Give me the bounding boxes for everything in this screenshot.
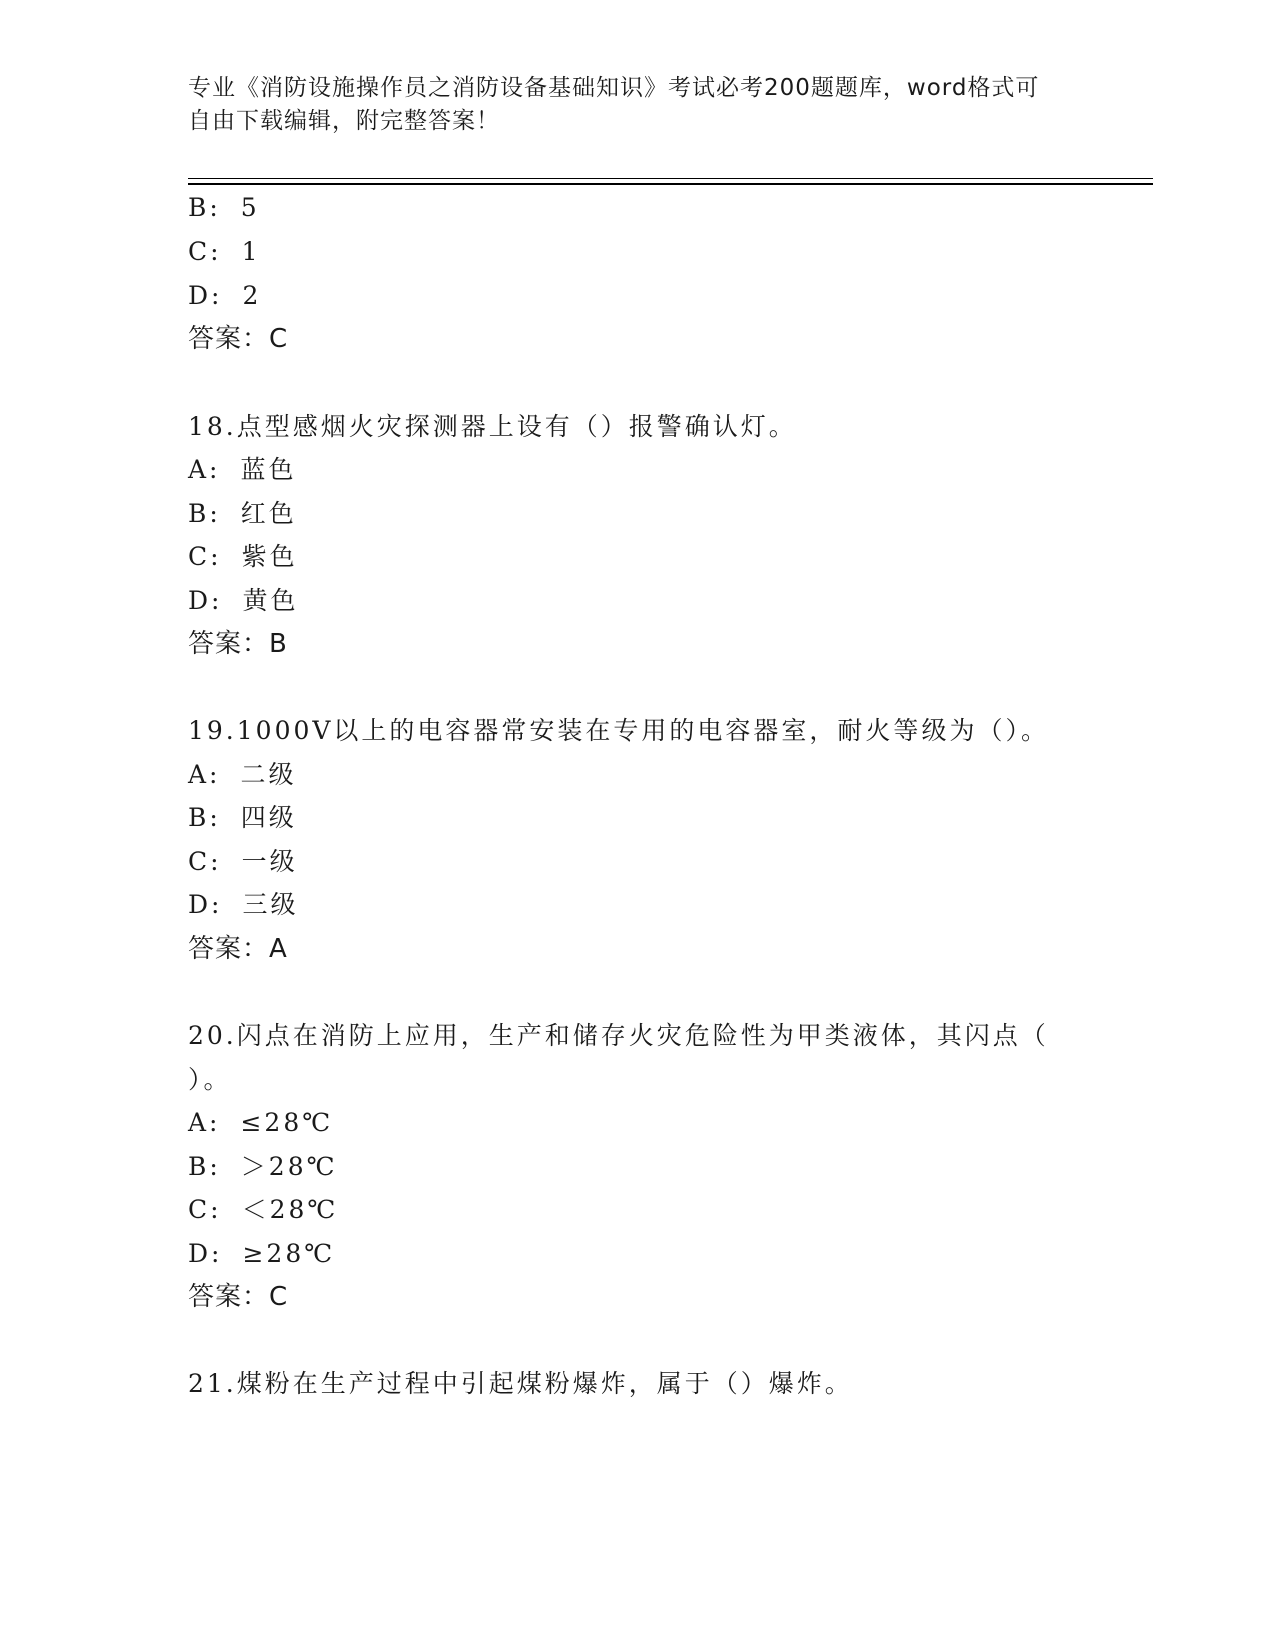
q19-option-c: C: 一级 [188,847,298,876]
q19-answer: 答案：A [188,934,288,964]
q18-option-b: B: 红色 [188,499,297,528]
q19-question: 19.1000V以上的电容器常安装在专用的电容器室，耐火等级为（）。 [188,716,1049,745]
q18-question: 18.点型感烟火灾探测器上设有（）报警确认灯。 [188,412,797,441]
document-header [188,72,1068,138]
q19-option-d: D: 三级 [188,890,299,919]
header-title-line-1: 专业《消防设施操作员之消防设备基础知识》考试必考200题题库，word格式可 [188,75,1040,101]
q21-question: 21.煤粉在生产过程中引起煤粉爆炸，属于（）爆炸。 [188,1369,853,1398]
q18-answer: 答案：B [188,629,288,659]
q20-option-a: A: ≤28℃ [188,1108,334,1137]
q18-option-c: C: 紫色 [188,542,298,571]
header-divider-thick [188,183,1153,185]
q20-question-line-1: 20.闪点在消防上应用，生产和储存火灾危险性为甲类液体，其闪点（ [188,1021,1049,1050]
q20-question-line-2: ）。 [188,1065,232,1094]
q18-option-a: A: 蓝色 [188,455,297,484]
q20-answer: 答案：C [188,1282,289,1312]
q20-option-d: D: ≥28℃ [188,1239,336,1268]
q17-answer: 答案：C [188,324,289,354]
header-title-line-2: 自由下载编辑，附完整答案！ [188,108,500,134]
q17-option-d: D: 2 [188,281,262,310]
q18-option-d: D: 黄色 [188,586,299,615]
q17-option-b: B: 5 [188,193,260,222]
q20-option-c: C: ＜28℃ [188,1195,339,1224]
q19-option-b: B: 四级 [188,803,297,832]
q20-option-b: B: ＞28℃ [188,1152,338,1181]
q19-option-a: A: 二级 [188,760,297,789]
header-divider-thin [188,178,1153,179]
q17-option-c: C: 1 [188,237,261,266]
